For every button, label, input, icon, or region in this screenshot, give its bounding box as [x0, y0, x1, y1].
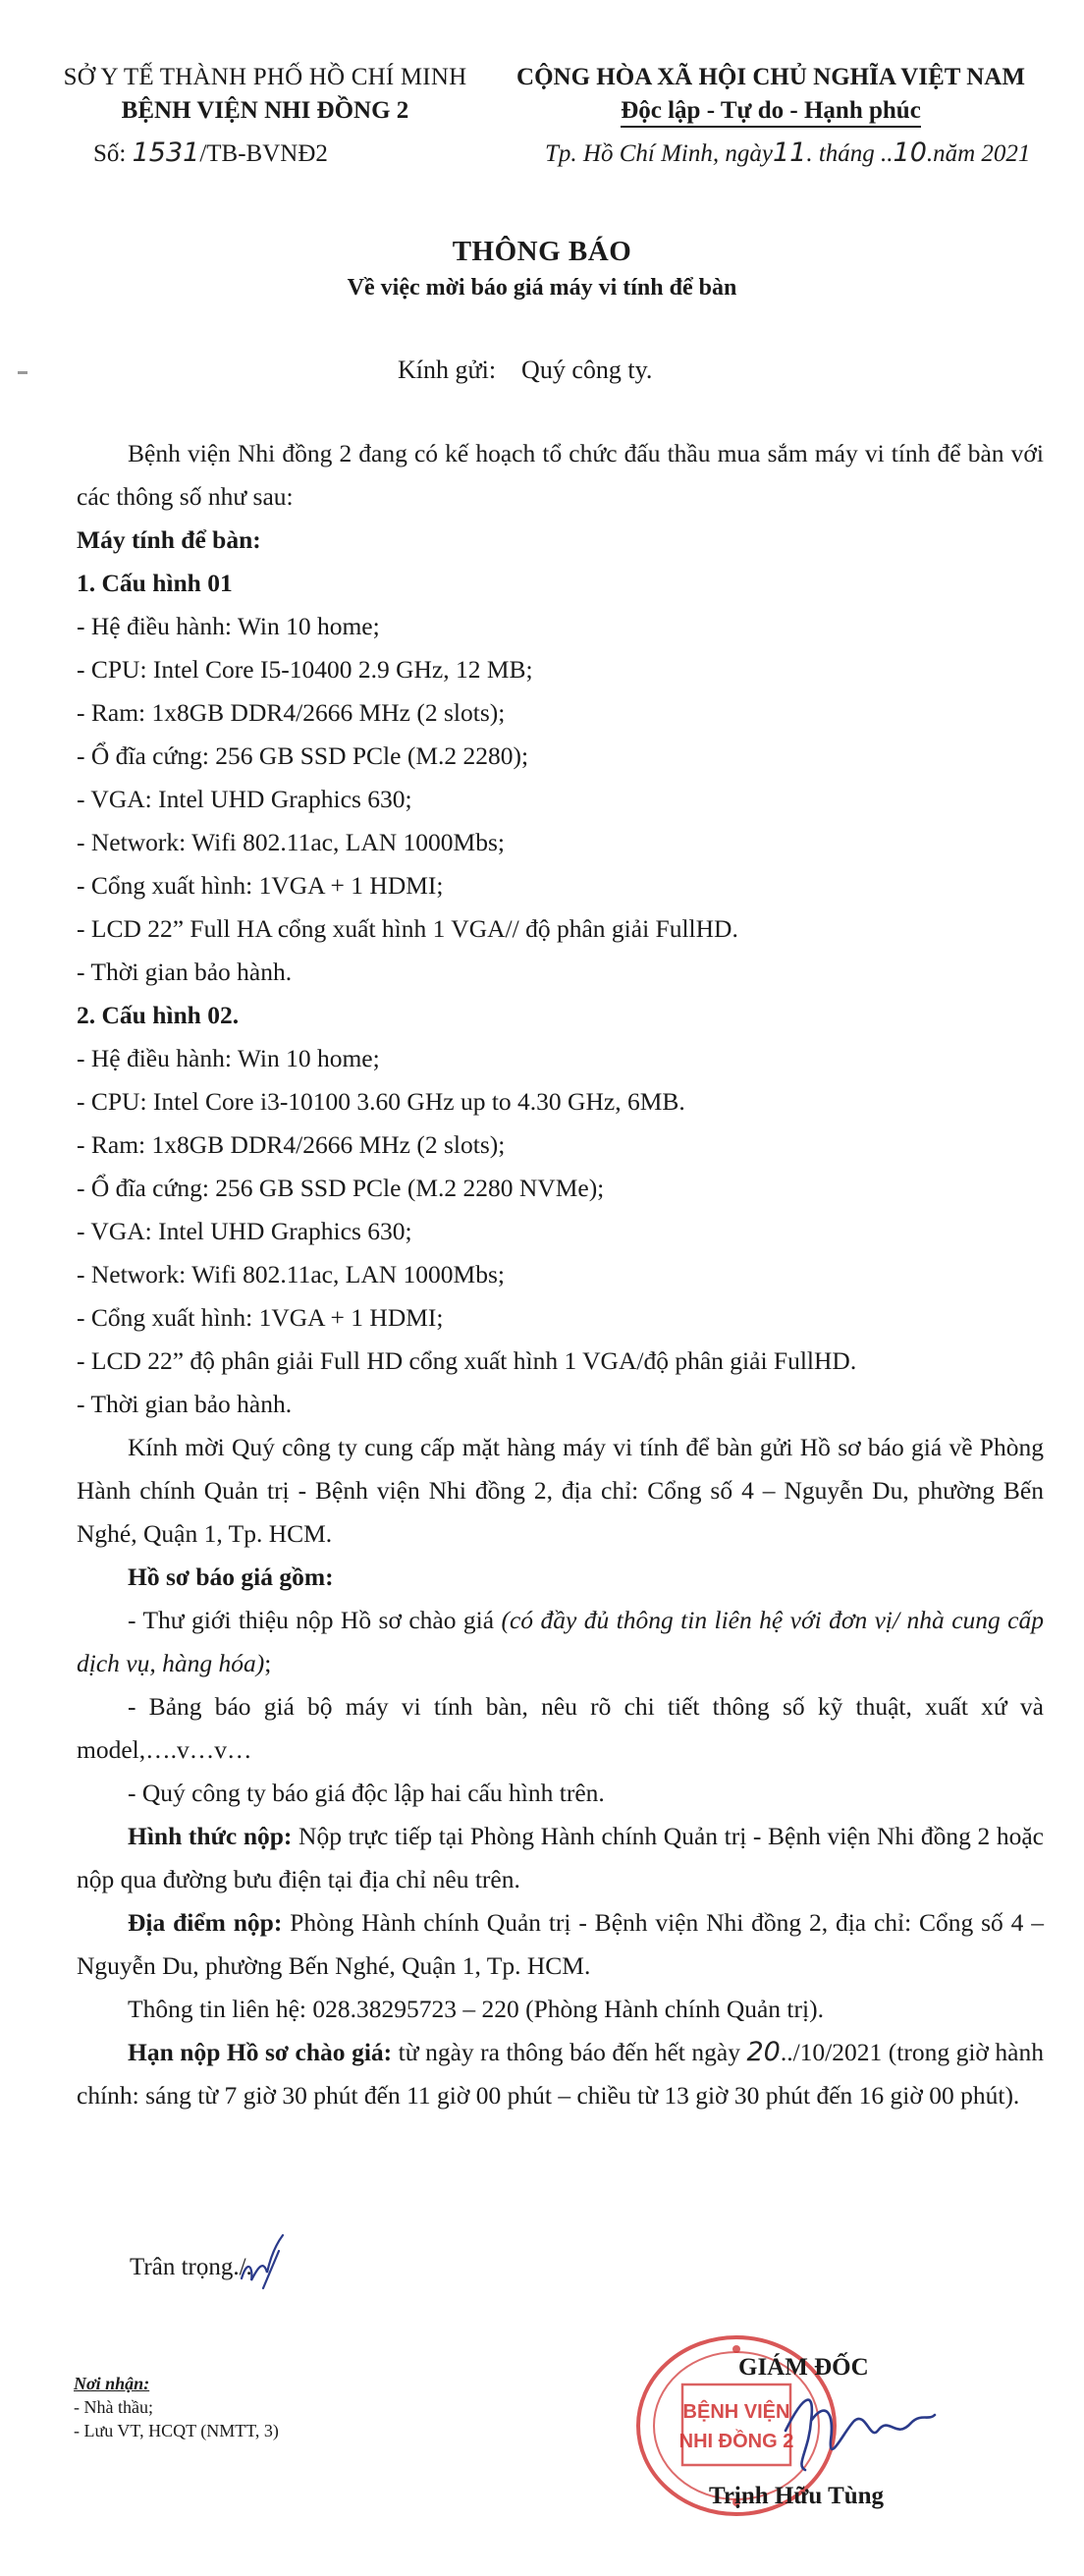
config1-heading: 1. Cấu hình 01	[77, 569, 233, 597]
product-heading: Máy tính để bàn:	[77, 525, 261, 554]
recipients-list	[74, 2372, 279, 2442]
config1-item: - Ổ đĩa cứng: 256 GB SSD PCle (M.2 2280);	[77, 741, 529, 770]
closing: Trân trọng./.	[130, 2254, 252, 2280]
config2-item: - Hệ điều hành: Win 10 home;	[77, 1044, 380, 1072]
dossier-item-3: - Quý công ty báo giá độc lập hai cấu hình trên.	[128, 1779, 605, 1807]
submit-place-text: Phòng Hành chính Quản trị - Bệnh viện Nhi đồng 2, địa chỉ: Cổng số 4 – Nguyễn Du, phường Bến Nghé, Quận 1, Tp. HCM.	[77, 1908, 1044, 1980]
signer-name: Trịnh Hữu Tùng	[709, 2483, 885, 2509]
deadline-text-end: ../10/2021 (trong giờ hành chính: sáng từ 7 giờ 30 phút đến 11 giờ 00 phút – chiều từ 13 giờ 30 phút đến 16 giờ 00 phút).	[77, 2038, 1044, 2110]
intro-paragraph: Bệnh viện Nhi đồng 2 đang có kế hoạch tổ chức đấu thầu mua sắm máy vi tính để bàn với các thông số như sau:	[77, 439, 1044, 511]
country-name: CỘNG HÒA XÃ HỘI CHỦ NGHĨA VIỆT NAM	[516, 64, 1025, 90]
submit-place	[77, 1901, 1044, 1988]
config2-item: - Network: Wifi 802.11ac, LAN 1000Mbs;	[77, 1260, 505, 1288]
document-number	[93, 137, 328, 168]
document-subtitle: Về việc mời báo giá máy vi tính để bàn	[347, 275, 737, 301]
config1-item: - CPU: Intel Core I5-10400 2.9 GHz, 12 MB;	[77, 655, 533, 684]
deadline-text: từ ngày ra thông báo đến hết ngày	[392, 2038, 747, 2066]
number-suffix: /TB-BVNĐ2	[199, 140, 328, 167]
deadline-day: 20	[746, 2037, 781, 2067]
submit-method-label: Hình thức nộp:	[128, 1822, 293, 1850]
dossier-item-1	[77, 1599, 1044, 1685]
config1-item: - Ram: 1x8GB DDR4/2666 MHz (2 slots);	[77, 698, 506, 727]
config2-item: - Thời gian bảo hành.	[77, 1390, 293, 1418]
submit-method	[77, 1815, 1044, 1901]
initials-signature	[234, 2229, 293, 2303]
dossier-item-2: - Bảng báo giá bộ máy vi tính bàn, nêu rõ chi tiết thông số kỹ thuật, xuất xứ và model,….v…v…	[77, 1692, 1044, 1764]
recipient-line	[398, 356, 652, 385]
recipients-title: Nơi nhận:	[74, 2374, 150, 2393]
recipients-item: - Nhà thầu;	[74, 2397, 153, 2417]
config2-item: - Ổ đĩa cứng: 256 GB SSD PCle (M.2 2280 NVMe);	[77, 1174, 605, 1202]
margin-mark	[18, 371, 27, 374]
config2-heading: 2. Cấu hình 02.	[77, 1001, 240, 1029]
date-prefix: Tp. Hồ Chí Minh, ngày	[545, 140, 773, 167]
recipient-value: Quý công ty.	[521, 356, 653, 384]
config1-item: - Cổng xuất hình: 1VGA + 1 HDMI;	[77, 871, 444, 900]
hospital-name: BỆNH VIỆN NHI ĐỒNG 2	[121, 97, 409, 124]
director-signature	[776, 2372, 943, 2485]
document-title: THÔNG BÁO	[452, 236, 632, 267]
number-prefix: Số:	[93, 140, 133, 167]
dossier-item-1-text: - Thư giới thiệu nộp Hồ sơ chào giá	[128, 1606, 502, 1634]
dossier-item-1-end: ;	[264, 1649, 272, 1677]
config1-item: - Network: Wifi 802.11ac, LAN 1000Mbs;	[77, 828, 505, 856]
invitation-paragraph: Kính mời Quý công ty cung cấp mặt hàng máy vi tính để bàn gửi Hồ sơ báo giá về Phòng Hành chính Quản trị - Bệnh viện Nhi đồng 2, địa chỉ: Cổng số 4 – Nguyễn Du, phường Bến Nghé, Quận 1, Tp. HCM.	[77, 1433, 1044, 1548]
national-header	[496, 61, 1046, 128]
stamp-line-2: NHI ĐỒNG 2	[678, 2431, 794, 2452]
motto: Độc lập - Tự do - Hạnh phúc	[621, 97, 921, 128]
config1-item: - LCD 22” Full HA cổng xuất hình 1 VGA// độ phân giải FullHD.	[77, 914, 738, 943]
recipient-label: Kính gửi:	[398, 356, 497, 384]
config2-item: - CPU: Intel Core i3-10100 3.60 GHz up to 4.30 GHz, 6MB.	[77, 1087, 685, 1116]
document-body	[77, 432, 1044, 2117]
deadline	[77, 2031, 1044, 2117]
department-name: SỞ Y TẾ THÀNH PHỐ HỒ CHÍ MINH	[63, 64, 467, 90]
config2-item: - Cổng xuất hình: 1VGA + 1 HDMI;	[77, 1303, 444, 1332]
submit-place-label: Địa điểm nộp:	[128, 1908, 283, 1937]
issuer-header	[39, 61, 491, 128]
config1-item: - VGA: Intel UHD Graphics 630;	[77, 785, 412, 813]
config2-item: - VGA: Intel UHD Graphics 630;	[77, 1217, 412, 1245]
config2-item: - LCD 22” độ phân giải Full HD cổng xuất hình 1 VGA/độ phân giải FullHD.	[77, 1346, 857, 1375]
config2-item: - Ram: 1x8GB DDR4/2666 MHz (2 slots);	[77, 1130, 506, 1159]
config1-item: - Thời gian bảo hành.	[77, 958, 293, 986]
stamp-line-1: BỆNH VIỆN	[682, 2401, 790, 2423]
date-month: 10	[893, 137, 927, 168]
date-day: 11	[772, 137, 807, 168]
date-suffix: .năm 2021	[926, 140, 1031, 167]
submit-method-text: Nộp trực tiếp tại Phòng Hành chính Quản trị - Bệnh viện Nhi đồng 2 hoặc nộp qua đường bưu điện tại địa chỉ nêu trên.	[77, 1822, 1044, 1893]
issue-date	[545, 137, 1030, 168]
dossier-item-1-note: (có đầy đủ thông tin liên hệ với đơn vị/ nhà cung cấp dịch vụ, hàng hóa)	[77, 1606, 1045, 1677]
signer-position: GIÁM ĐỐC	[738, 2354, 869, 2381]
recipients-item: - Lưu VT, HCQT (NMTT, 3)	[74, 2421, 279, 2440]
dossier-heading: Hồ sơ báo giá gồm:	[128, 1562, 334, 1591]
config1-item: - Hệ điều hành: Win 10 home;	[77, 612, 380, 640]
deadline-label: Hạn nộp Hồ sơ chào giá:	[128, 2038, 393, 2066]
date-month-label: . tháng ..	[806, 140, 894, 167]
number-value: 1531	[132, 137, 200, 168]
contact-info: Thông tin liên hệ: 028.38295723 – 220 (Phòng Hành chính Quản trị).	[128, 1995, 824, 2023]
